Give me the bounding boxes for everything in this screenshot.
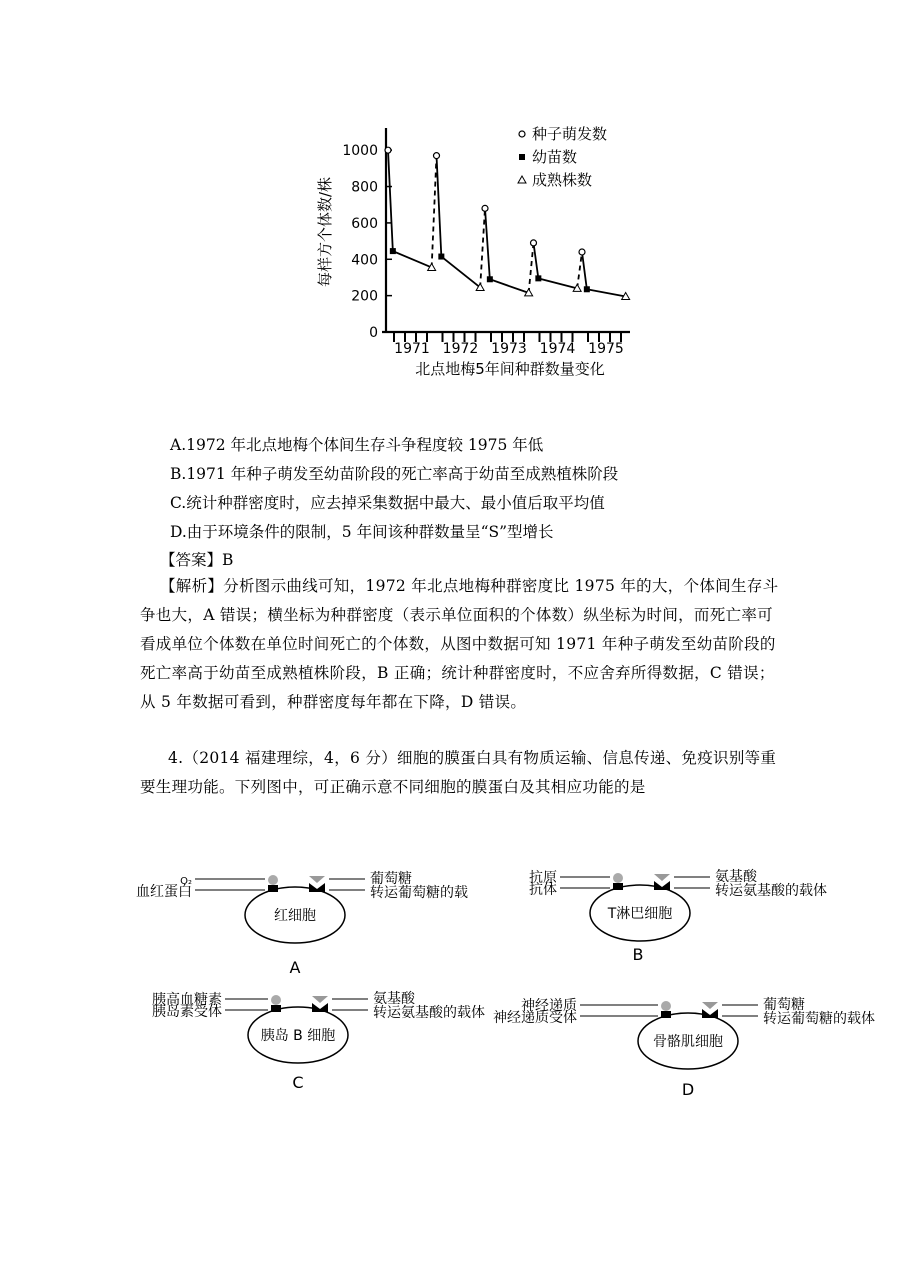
series-line-dashed bbox=[529, 243, 534, 293]
legend-marker-square bbox=[519, 154, 525, 160]
series-line-dashed bbox=[432, 156, 437, 268]
cell-name: 胰岛 B 细胞 bbox=[260, 1028, 336, 1044]
left-bottom-label: 胰岛素受体 bbox=[152, 1004, 222, 1020]
analysis-text: 分析图示曲线可知，1972 年北点地梅种群密度比 1975 年的大，个体间生存斗争也大，A 错误；横坐标为种群密度（表示单位面积的个体数）纵坐标为时间，而死亡率可看成单位个体数在单位时间死亡的个体数，从图中数据可知 1971 年种子萌发至幼苗阶段的死亡率高于幼苗至成熟植株阶段，B 正确；统计种群密度时，不应舍弃所得数据，C 错误；从 5 年数据可看到，种群密度每年都在下降，D 错误。 bbox=[140, 577, 779, 711]
ligand bbox=[271, 995, 281, 1005]
transported-molecule bbox=[702, 1002, 718, 1009]
left-bottom-label: 神经递质受体 bbox=[493, 1010, 577, 1026]
option-a: A.1972 年北点地梅个体间生存斗争程度较 1975 年低 bbox=[170, 436, 544, 454]
point-germination bbox=[531, 240, 537, 246]
transporter-protein bbox=[702, 1009, 718, 1018]
option-letter: C bbox=[292, 1073, 304, 1092]
right-top-label: 氨基酸 bbox=[373, 991, 415, 1007]
legend-label: 幼苗数 bbox=[532, 148, 578, 166]
transporter-protein bbox=[654, 881, 670, 890]
cell-diagram-c bbox=[152, 990, 485, 1092]
point-seedling bbox=[535, 275, 541, 281]
ligand bbox=[661, 1001, 671, 1011]
right-top-label: 葡萄糖 bbox=[370, 871, 412, 887]
receptor-protein bbox=[268, 885, 278, 892]
series-line-dashed bbox=[480, 208, 485, 287]
analysis-paragraph bbox=[140, 572, 780, 717]
right-top-label: 氨基酸 bbox=[715, 869, 757, 885]
receptor-protein bbox=[613, 883, 623, 890]
y-tick-label: 400 bbox=[351, 252, 378, 269]
legend-label: 成熟株数 bbox=[532, 171, 593, 189]
series-line-dashed bbox=[577, 252, 582, 288]
y-tick-label: 800 bbox=[351, 179, 378, 196]
option-d: D.由于环境条件的限制，5 年间该种群数量呈“S”型增长 bbox=[170, 523, 554, 541]
answer-line bbox=[160, 548, 233, 570]
cell-diagrams bbox=[120, 848, 880, 1108]
cell-diagram-d bbox=[493, 996, 875, 1099]
series-line-solid bbox=[534, 243, 578, 288]
cell-name: 骨骼肌细胞 bbox=[653, 1034, 723, 1050]
right-top-label: 葡萄糖 bbox=[763, 997, 805, 1013]
left-top-label: O₂ bbox=[180, 876, 192, 887]
receptor-protein bbox=[661, 1011, 671, 1018]
point-germination bbox=[579, 249, 585, 255]
receptor-protein bbox=[271, 1005, 281, 1012]
legend-marker-circle bbox=[519, 131, 525, 137]
y-tick-label: 1000 bbox=[342, 143, 378, 160]
y-tick-label: 200 bbox=[351, 288, 378, 305]
point-germination bbox=[385, 147, 391, 153]
option-c: C.统计种群密度时，应去掉采集数据中最大、最小值后取平均值 bbox=[170, 494, 605, 512]
left-top-label: 抗原 bbox=[529, 870, 557, 886]
legend-label: 种子萌发数 bbox=[532, 125, 608, 143]
x-tick-label: 1974 bbox=[539, 341, 576, 357]
point-seedling bbox=[487, 276, 493, 282]
cell-name: T淋巴细胞 bbox=[607, 906, 673, 922]
left-top-label: 神经递质 bbox=[521, 998, 577, 1014]
legend-marker-triangle bbox=[518, 176, 526, 183]
cell-diagram-b bbox=[529, 868, 827, 964]
x-tick-label: 1975 bbox=[588, 341, 624, 357]
point-seedling bbox=[584, 286, 590, 292]
point-seedling bbox=[438, 254, 444, 260]
cell-name: 红细胞 bbox=[274, 908, 316, 924]
point-germination bbox=[482, 205, 488, 211]
transported-molecule bbox=[654, 874, 670, 881]
x-axis-label: 北点地梅5年间种群数量变化 bbox=[415, 360, 605, 378]
left-top-label: 胰高血糖素 bbox=[152, 992, 222, 1008]
x-tick-label: 1972 bbox=[442, 341, 479, 357]
point-seedling bbox=[390, 248, 396, 254]
transported-molecule bbox=[312, 996, 328, 1003]
point-germination bbox=[434, 153, 440, 159]
series-line-solid bbox=[437, 156, 481, 288]
population-chart bbox=[300, 118, 640, 390]
question-paragraph: 4.（2014 福建理综，4，6 分）细胞的膜蛋白具有物质运输、信息传递、免疫识别等重要生理功能。下列图中，可正确示意不同细胞的膜蛋白及其相应功能的是 bbox=[140, 749, 777, 796]
y-tick-label: 600 bbox=[351, 215, 378, 232]
right-bottom-label: 转运葡萄糖的载体 bbox=[763, 1011, 875, 1027]
right-bottom-label: 转运葡萄糖的载 bbox=[370, 885, 468, 901]
option-letter: D bbox=[681, 1080, 695, 1099]
option-b: B.1971 年种子萌发至幼苗阶段的死亡率高于幼苗至成熟植株阶段 bbox=[170, 465, 619, 483]
transporter-protein bbox=[309, 883, 325, 892]
answer-label: 【答案】 bbox=[160, 551, 223, 569]
transporter-protein bbox=[312, 1003, 328, 1012]
right-bottom-label: 转运氨基酸的载体 bbox=[373, 1005, 485, 1021]
option-letter: B bbox=[632, 945, 644, 964]
left-bottom-label: 抗体 bbox=[529, 882, 557, 898]
left-bottom-label: 血红蛋白 bbox=[136, 884, 192, 900]
option-letter: A bbox=[289, 958, 301, 977]
right-bottom-label: 转运氨基酸的载体 bbox=[715, 883, 827, 899]
y-axis-label: 每样方个体数/株 bbox=[316, 176, 334, 288]
ligand bbox=[613, 873, 623, 883]
transported-molecule bbox=[309, 876, 325, 883]
analysis-label: 【解析】 bbox=[160, 577, 224, 595]
answer-value: B bbox=[222, 551, 234, 569]
x-tick-label: 1973 bbox=[491, 341, 527, 357]
cell-diagram-a bbox=[136, 870, 468, 977]
y-tick-label: 0 bbox=[369, 325, 378, 341]
ligand bbox=[268, 875, 278, 885]
x-tick-label: 1971 bbox=[394, 341, 430, 357]
